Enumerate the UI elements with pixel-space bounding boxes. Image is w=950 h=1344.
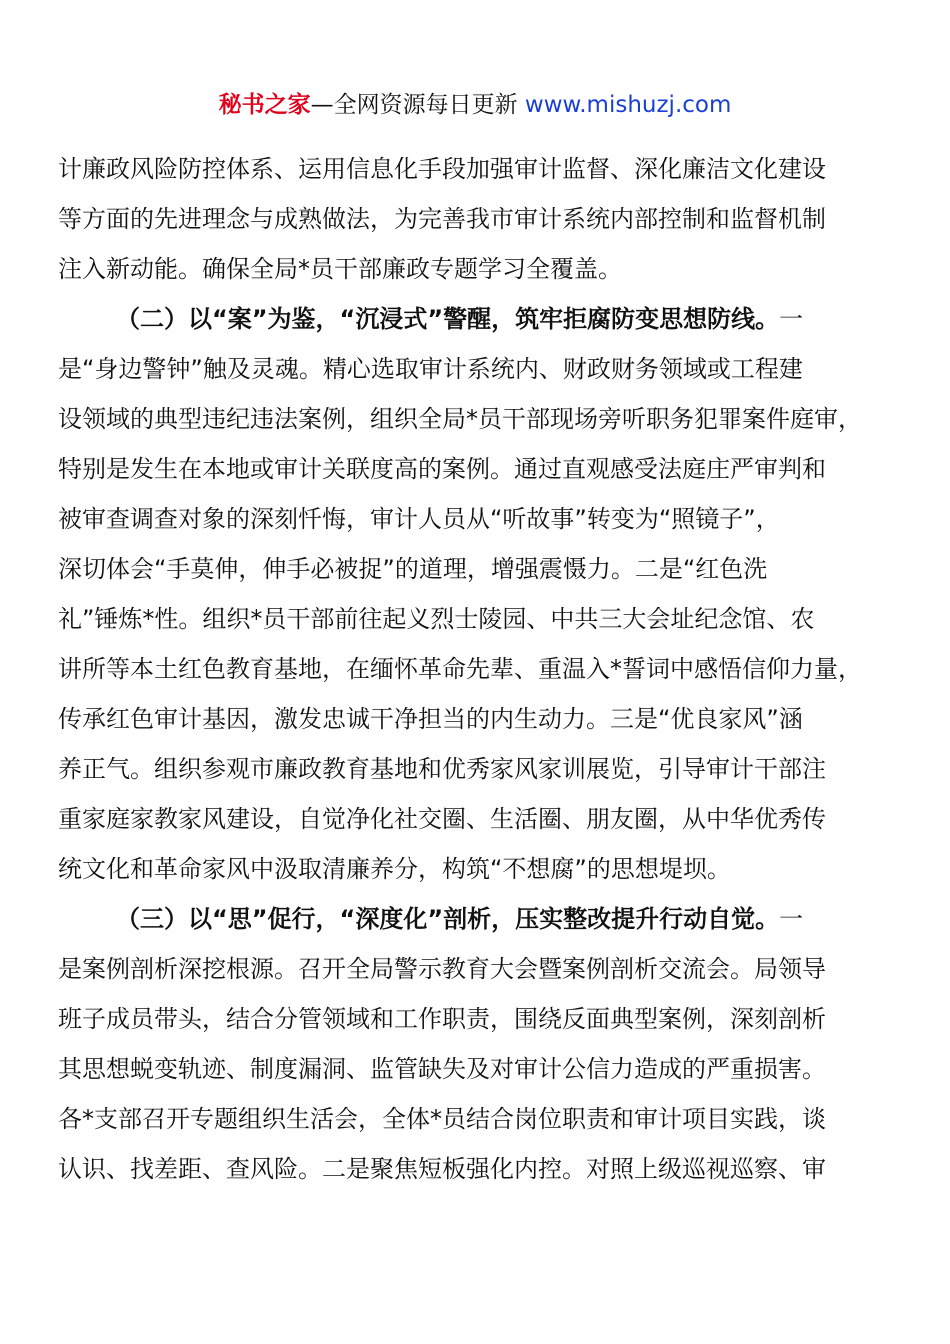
text-span: 一 bbox=[779, 905, 804, 933]
text-line: 礼”锤炼*性。组织*员干部前往起义烈士陵园、中共三大会址纪念馆、农 bbox=[58, 605, 815, 633]
text-line: 等方面的先进理念与成熟做法，为完善我市审计系统内部控制和监督机制 bbox=[58, 205, 826, 233]
text-line: 各*支部召开专题组织生活会，全体*员结合岗位职责和审计项目实践，谈 bbox=[58, 1105, 826, 1133]
section-heading: （三）以“思”促行，“深度化”剖析，压实整改提升行动自觉。 bbox=[116, 905, 780, 933]
section-heading-line bbox=[58, 294, 908, 344]
section-heading: （二）以“案”为鉴，“沉浸式”警醒，筑牢拒腐防变思想防线。 bbox=[116, 305, 780, 333]
text-line: 是“身边警钟”触及灵魂。精心选取审计系统内、财政财务领域或工程建 bbox=[58, 355, 803, 383]
text-line: 统文化和革命家风中汲取清廉养分，构筑“不想腐”的思想堤坝。 bbox=[58, 855, 731, 883]
text-line: 特别是发生在本地或审计关联度高的案例。通过直观感受法庭庄严审判和 bbox=[58, 455, 826, 483]
section-heading-line bbox=[58, 894, 908, 944]
text-line: 深切体会“手莫伸，伸手必被捉”的道理，增强震慑力。二是“红色洗 bbox=[58, 555, 768, 583]
text-line: 计廉政风险防控体系、运用信息化手段加强审计监督、深化廉洁文化建设 bbox=[58, 155, 826, 183]
text-line: 其思想蜕变轨迹、制度漏洞、监管缺失及对审计公信力造成的严重损害。 bbox=[58, 1055, 826, 1083]
text-line: 设领域的典型违纪违法案例，组织全局*员干部现场旁听职务犯罪案件庭审， bbox=[58, 405, 862, 433]
text-line: 注入新动能。确保全局*员干部廉政专题学习全覆盖。 bbox=[58, 255, 622, 283]
text-line: 班子成员带头，结合分管领域和工作职责，围绕反面典型案例，深刻剖析 bbox=[58, 1005, 826, 1033]
text-line: 养正气。组织参观市廉政教育基地和优秀家风家训展览，引导审计干部注 bbox=[58, 755, 826, 783]
text-line: 认识、找差距、查风险。二是聚焦短板强化内控。对照上级巡视巡察、审 bbox=[58, 1155, 826, 1183]
header-tagline: —全网资源每日更新 bbox=[310, 92, 525, 118]
site-url-link[interactable]: www.mishuzj.com bbox=[524, 92, 732, 118]
text-line: 重家庭家教家风建设，自觉净化社交圈、生活圈、朋友圈，从中华优秀传 bbox=[58, 805, 826, 833]
document-body bbox=[58, 144, 908, 1194]
brand-name: 秘书之家 bbox=[218, 92, 311, 118]
site-header bbox=[0, 88, 950, 122]
text-line: 讲所等本土红色教育基地，在缅怀革命先辈、重温入*誓词中感悟信仰力量， bbox=[58, 655, 862, 683]
text-line: 是案例剖析深挖根源。召开全局警示教育大会暨案例剖析交流会。局领导 bbox=[58, 955, 826, 983]
text-span: 一 bbox=[779, 305, 804, 333]
text-line: 被审查调查对象的深刻忏悔，审计人员从“听故事”转变为“照镜子”， bbox=[58, 505, 780, 533]
text-line: 传承红色审计基因，激发忠诚干净担当的内生动力。三是“优良家风”涵 bbox=[58, 705, 803, 733]
